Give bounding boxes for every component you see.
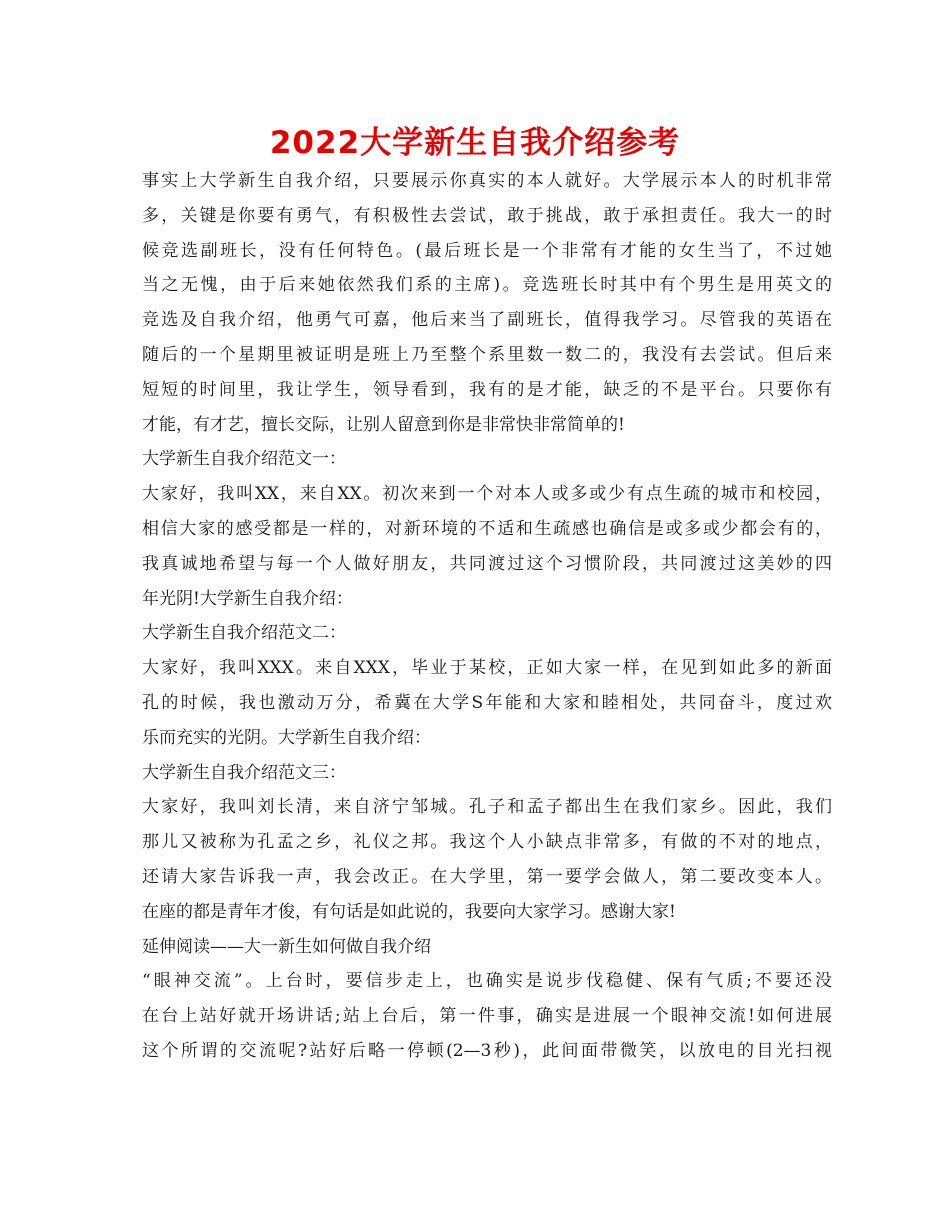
body-line: 候竞选副班长，没有任何特色。(最后班长是一个非常有才能的女生当了，不过她 [142, 240, 832, 261]
body-line: 在座的都是青年才俊，有句话是如此说的，我要向大家学习。感谢大家! [142, 901, 676, 922]
body-line: 大学新生自我介绍范文二： [142, 623, 346, 644]
body-line: 随后的一个星期里被证明是班上乃至整个系里数一数二的，我没有去尝试。但后来 [142, 344, 832, 365]
body-line: 事实上大学新生自我介绍，只要展示你真实的本人就好。大学展示本人的时机非常 [142, 171, 832, 191]
body-line: 短短的时间里，我让学生，领导看到，我有的是才能，缺乏的不是平台。只要你有 [142, 379, 832, 400]
body-line: 大家好，我叫XX，来自XX。初次来到一个对本人或多或少有点生疏的城市和校园， [142, 484, 832, 505]
body-line: 大家好，我叫刘长清，来自济宁邹城。孔子和孟子都出生在我们家乡。因此，我们 [142, 797, 832, 818]
body-line: 乐而充实的光阴。大学新生自我介绍： [142, 727, 431, 748]
body-line: 孔的时候，我也激动万分，希冀在大学S年能和大家和睦相处，共同奋斗，度过欢 [142, 692, 832, 713]
body-line: 那儿又被称为孔孟之乡，礼仪之邦。我这个人小缺点非常多，有做的不对的地点， [142, 832, 832, 853]
body-line: 大学新生自我介绍范文一： [142, 449, 346, 470]
body-line: 我真诚地希望与每一个人做好朋友，共同渡过这个习惯阶段，共同渡过这美妙的四 [142, 553, 832, 574]
body-line: 大学新生自我介绍范文三： [142, 762, 346, 783]
body-line: 相信大家的感受都是一样的，对新环境的不适和生疏感也确信是或多或少都会有的， [142, 518, 832, 539]
document-body [142, 164, 832, 1069]
body-line: 才能，有才艺，擅长交际，让别人留意到你是非常快非常简单的! [142, 414, 625, 435]
body-line: 大家好，我叫XXX。来自XXX，毕业于某校，正如大家一样，在见到如此多的新面 [142, 658, 832, 679]
body-line: 当之无愧，由于后来她依然我们系的主席)。竞选班长时其中有个男生是用英文的 [142, 275, 832, 296]
body-line: 在台上站好就开场讲话;站上台后，第一件事，确实是进展一个眼神交流!如何进展 [142, 1006, 832, 1027]
body-line: 延伸阅读——大一新生如何做自我介绍 [142, 936, 431, 957]
body-line: 年光阴!大学新生自我介绍： [142, 588, 353, 609]
body-line: 多，关键是你要有勇气，有积极性去尝试，敢于挑战，敢于承担责任。我大一的时 [142, 205, 832, 226]
document-title: 2022大学新生自我介绍参考 [269, 125, 681, 161]
body-line: 还请大家告诉我一声，我会改正。在大学里，第一要学会做人，第二要改变本人。 [142, 866, 832, 887]
body-line: 竞选及自我介绍，他勇气可嘉，他后来当了副班长，值得我学习。尽管我的英语在 [142, 310, 832, 331]
body-line: 这个所谓的交流呢?站好后略一停顿(2—3秒)，此间面带微笑，以放电的目光扫视 [142, 1040, 832, 1061]
body-line: “眼神交流”。上台时，要信步走上，也确实是说步伐稳健、保有气质;不要还没 [142, 971, 832, 992]
